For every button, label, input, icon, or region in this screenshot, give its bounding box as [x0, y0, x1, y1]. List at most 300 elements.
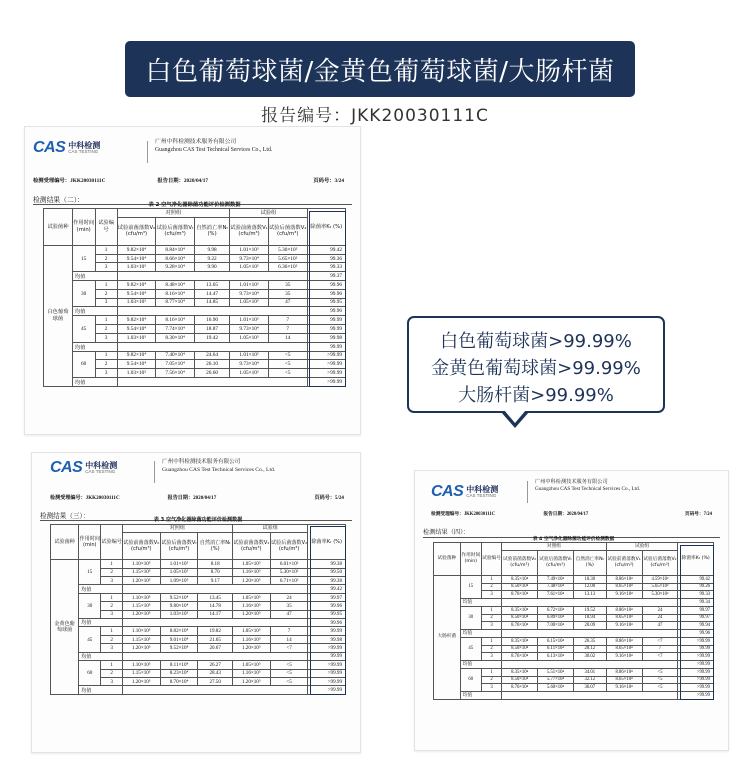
- company-name-cn: 广州中科检测技术服务有限公司: [535, 479, 608, 485]
- table-cell: 2: [95, 254, 117, 263]
- time-cell: 30: [72, 281, 95, 307]
- company-name-cn: 广州中科检测技术服务有限公司: [155, 139, 237, 145]
- table-cell: 3: [95, 298, 117, 307]
- col-header-kt: 除菌率Kₜ (%): [678, 543, 714, 576]
- table-cell: 47: [270, 610, 308, 618]
- table-cell: 8.86×10⁴: [606, 668, 642, 676]
- col-header-v0: 试验前菌落数V₀ (cfu/m³): [502, 551, 538, 576]
- table-cell: 9.80×10⁴: [160, 602, 198, 610]
- col-header-control: 对照组: [122, 524, 232, 532]
- table-cell: 3: [95, 333, 117, 342]
- table-cell: 99.95: [308, 610, 346, 618]
- table-cell: >99.99: [678, 653, 714, 661]
- callout-line-ecoli: 大肠杆菌>99.99%: [458, 385, 614, 406]
- table-row: [434, 575, 714, 583]
- table-cell: 47: [642, 622, 678, 630]
- mean-row: [51, 585, 346, 593]
- table-cell: 10.30: [573, 575, 606, 583]
- table-cell: 2: [101, 635, 123, 643]
- mean-row: [434, 661, 714, 669]
- table-cell: 6.01×10²: [270, 560, 308, 568]
- table-row: [51, 560, 346, 568]
- time-cell: 45: [72, 316, 95, 342]
- table-cell: 12.00: [573, 583, 606, 591]
- table-cell: 24: [270, 593, 308, 601]
- table-cell: 2: [101, 669, 123, 677]
- table-cell: 1.10×10⁵: [122, 560, 160, 568]
- table-cell: 1: [101, 627, 123, 635]
- col-header-v2: 试验后菌落数V₂ (cfu/m³): [268, 217, 307, 245]
- logo-en-text: CAS TESTING: [85, 468, 116, 474]
- table-cell: >99.99: [308, 644, 346, 652]
- table-cell: >99.99: [678, 668, 714, 676]
- mean-value: 99.99: [307, 342, 345, 351]
- table-cell: 9.82×10⁴: [117, 281, 156, 290]
- col-header-vt: 试验后菌落数Vₜ (cfu/m³): [160, 533, 198, 560]
- table-cell: 1: [95, 316, 117, 325]
- table-row: [51, 627, 346, 635]
- cas-logo-icon: CAS: [431, 483, 464, 500]
- table-cell: 20.67: [198, 644, 232, 652]
- table-cell: 5.65×10²: [642, 583, 678, 591]
- table-cell: 8.16×10⁴: [156, 316, 195, 325]
- table-cell: 8.35×10⁴: [502, 575, 538, 583]
- page-number: 页码号：5/24: [314, 495, 344, 501]
- table-cell: 13.45: [198, 593, 232, 601]
- table-cell: 1: [101, 560, 123, 568]
- table-cell: 5.65×10²: [268, 254, 307, 263]
- company-name: [162, 459, 275, 474]
- col-header-test: 试验组: [606, 543, 678, 551]
- mean-label: 均值: [72, 307, 117, 316]
- table-cell: 8.70×10⁴: [160, 677, 198, 685]
- table-cell: 1.16×10⁵: [232, 602, 270, 610]
- logo-cn-text: 中科检测: [85, 460, 118, 470]
- table-cell: 9.54×10⁴: [117, 325, 156, 334]
- table-cell: 18.94: [573, 614, 606, 622]
- table-cell: 8.23×10⁴: [160, 669, 198, 677]
- table-cell: 9.17: [198, 577, 232, 585]
- mean-value: 99.96: [308, 619, 346, 627]
- table-cell: 1.16×10⁵: [232, 669, 270, 677]
- table-cell: 99.94: [678, 622, 714, 630]
- table-cell: 1.01×10⁵: [230, 245, 269, 254]
- table-cell: 8.48×10⁴: [156, 281, 195, 290]
- table-cell: >99.99: [678, 676, 714, 684]
- table-caption: 表 3 空气净化器除菌功能评价检测数据: [153, 517, 243, 524]
- mean-row: [51, 619, 346, 627]
- table-cell: 99.99: [307, 316, 345, 325]
- table-cell: <5: [642, 668, 678, 676]
- company-logo: [431, 483, 498, 501]
- col-header-time: 作用时间(min): [72, 209, 95, 246]
- company-name: [535, 479, 640, 493]
- table-cell: 7.61×10⁴: [538, 591, 574, 599]
- table-cell: 8.50×10⁴: [502, 614, 538, 622]
- time-cell: 15: [72, 245, 95, 271]
- table-cell: 1.01×10⁵: [230, 281, 269, 290]
- table-cell: 7: [268, 316, 307, 325]
- table-cell: 2: [481, 583, 501, 591]
- table-cell: 5.51×10⁴: [538, 668, 574, 676]
- table-cell: >99.99: [678, 637, 714, 645]
- company-name-en: Guangzhou CAS Test Technical Services Co., Ltd.: [535, 486, 640, 493]
- table-cell: <5: [268, 360, 307, 369]
- table-cell: 9.98: [194, 245, 229, 254]
- table-cell: <5: [270, 677, 308, 685]
- logo-cn-text: 中科检测: [68, 140, 101, 150]
- table-cell: 1.05×10⁵: [160, 568, 198, 576]
- col-header-nt: 自然消亡率Nₜ (%): [198, 533, 232, 560]
- table-row: [44, 281, 346, 290]
- table-cell: 1.10×10⁵: [122, 593, 160, 601]
- table-cell: 9.73×10⁴: [230, 325, 269, 334]
- mean-label: 均值: [460, 599, 502, 607]
- mean-label: 均值: [460, 692, 502, 700]
- table-cell: 24.64: [194, 351, 229, 360]
- table-cell: 8.86×10⁴: [606, 637, 642, 645]
- table-cell: 1.05×10⁵: [230, 263, 269, 272]
- mean-row: [51, 686, 346, 694]
- table-cell: 99.33: [307, 263, 345, 272]
- mean-label: 均值: [72, 272, 117, 281]
- col-header-kt: 除菌率Kₜ (%): [307, 209, 345, 246]
- table-cell: 9.16×10⁴: [606, 591, 642, 599]
- table-cell: 47: [268, 298, 307, 307]
- table-cell: 99.26: [678, 583, 714, 591]
- table-cell: 14.85: [194, 298, 229, 307]
- time-cell: 60: [72, 351, 95, 377]
- table-cell: 7: [642, 645, 678, 653]
- table-cell: 1.15×10⁵: [122, 635, 160, 643]
- table-cell: 28.43: [198, 669, 232, 677]
- table-row: [51, 661, 346, 669]
- table-cell: 1.10×10⁵: [122, 627, 160, 635]
- table-cell: 99.97: [678, 606, 714, 614]
- table-cell: 3: [481, 622, 501, 630]
- table-cell: 99.50: [308, 568, 346, 576]
- table-cell: 6.72×10⁴: [538, 606, 574, 614]
- table-cell: 8.77×10⁴: [156, 298, 195, 307]
- table-cell: >99.99: [308, 661, 346, 669]
- table-cell: 18.87: [194, 325, 229, 334]
- table-cell: 7: [268, 325, 307, 334]
- order-number: 检测受理编号：JKK20030111C: [50, 495, 120, 501]
- table-cell: 99.97: [678, 614, 714, 622]
- page-number: 页码号：7/24: [684, 512, 712, 517]
- mean-value: >99.99: [678, 661, 714, 669]
- mean-value: 99.34: [678, 599, 714, 607]
- table-cell: 8.70: [198, 568, 232, 576]
- table-cell: 26.35: [573, 637, 606, 645]
- table-cell: 19.52: [573, 606, 606, 614]
- order-number: 检测受理编号：JKK20030111C: [431, 512, 496, 517]
- table-cell: 30.02: [573, 653, 606, 661]
- mean-row: [434, 599, 714, 607]
- report-page-2: [24, 126, 361, 435]
- table-cell: 8.76×10⁴: [502, 684, 538, 692]
- col-header-v0: 试验前菌落数V₀ (cfu/m³): [117, 217, 156, 245]
- table-cell: >99.99: [307, 369, 345, 378]
- table-cell: 34.01: [573, 668, 606, 676]
- table-cell: 35: [268, 289, 307, 298]
- table-cell: 1.05×10⁵: [232, 661, 270, 669]
- time-cell: 60: [79, 661, 101, 686]
- table-cell: 6.13×10⁴: [538, 653, 574, 661]
- table-cell: 2: [481, 645, 501, 653]
- table-cell: 7.74×10⁴: [156, 325, 195, 334]
- table-cell: 1.09×10⁵: [160, 577, 198, 585]
- table-cell: 1.05×10⁵: [230, 333, 269, 342]
- table-cell: 9.16×10⁴: [606, 684, 642, 692]
- table-cell: 26.10: [194, 360, 229, 369]
- table-cell: 1.03×10⁵: [117, 333, 156, 342]
- table-cell: 19.42: [194, 333, 229, 342]
- table-cell: <5: [270, 669, 308, 677]
- mean-value: >99.99: [307, 377, 345, 386]
- table-cell: 24: [642, 606, 678, 614]
- table-cell: 6.36×10²: [268, 263, 307, 272]
- table-cell: <5: [268, 351, 307, 360]
- mean-label: 均值: [72, 342, 117, 351]
- table-cell: 14: [268, 333, 307, 342]
- table-cell: 99.98: [307, 333, 345, 342]
- col-header-control: 对照组: [502, 543, 606, 551]
- table-cell: 1: [95, 281, 117, 290]
- table-cell: 1: [481, 637, 501, 645]
- table-cell: 9.16×10⁴: [606, 622, 642, 630]
- table-cell: 5.60×10⁴: [538, 684, 574, 692]
- table-cell: 8.65×10⁴: [606, 645, 642, 653]
- table-cell: 8.11×10⁴: [160, 661, 198, 669]
- table-cell: >99.99: [307, 360, 345, 369]
- table-cell: 2: [101, 568, 123, 576]
- table-cell: 99.96: [307, 289, 345, 298]
- mean-row: [44, 377, 346, 386]
- table-cell: <5: [642, 676, 678, 684]
- table-cell: 7.48×10⁴: [538, 583, 574, 591]
- table-cell: 99.95: [307, 298, 345, 307]
- mean-value: >99.99: [308, 686, 346, 694]
- table-cell: 1.20×10⁵: [232, 644, 270, 652]
- table-cell: 99.36: [307, 254, 345, 263]
- report-date: 报告日期：2020/04/17: [543, 512, 589, 517]
- table-cell: >99.99: [308, 677, 346, 685]
- table-row: [44, 316, 346, 325]
- table-cell: 9.82×10⁴: [117, 351, 156, 360]
- company-name-en: Guangzhou CAS Test Technical Services Co., Ltd.: [155, 146, 273, 153]
- table-cell: 9.52×10⁴: [160, 644, 198, 652]
- table-cell: 27.50: [198, 677, 232, 685]
- col-header-strain: 试验菌种: [44, 209, 73, 246]
- table-cell: 1.10×10⁵: [122, 661, 160, 669]
- table-cell: 99.38: [308, 577, 346, 585]
- table-cell: <5: [642, 684, 678, 692]
- table-cell: 2: [481, 614, 501, 622]
- time-cell: 15: [79, 560, 101, 585]
- col-header-strain: 试验菌种: [51, 524, 79, 559]
- table-cell: 16.90: [194, 316, 229, 325]
- report-meta: [50, 494, 344, 501]
- table-cell: 1.05×10⁵: [232, 593, 270, 601]
- table-row: [434, 606, 714, 614]
- table-cell: 3: [95, 369, 117, 378]
- table-cell: 8.82×10⁴: [160, 627, 198, 635]
- table-cell: 1.03×10⁵: [117, 298, 156, 307]
- col-header-no: 试验编号: [481, 543, 501, 576]
- col-header-vt: 试验后菌落数Vₜ (cfu/m³): [538, 551, 574, 576]
- table-cell: 99.99: [678, 645, 714, 653]
- table-cell: 3: [101, 644, 123, 652]
- col-header-v1: 试验前菌落数V₁ (cfu/m³): [232, 533, 270, 560]
- table-cell: 1: [95, 351, 117, 360]
- logo-en-text: CAS TESTING: [466, 492, 497, 498]
- table-cell: 8.50×10⁴: [502, 645, 538, 653]
- table-cell: 9.73×10⁴: [230, 254, 269, 263]
- table-cell: 6.15×10⁴: [538, 637, 574, 645]
- table-cell: 9.01×10⁴: [160, 635, 198, 643]
- table-cell: <7: [270, 644, 308, 652]
- table-cell: 3: [481, 591, 501, 599]
- mean-row: [44, 307, 346, 316]
- table-caption: 表 4 空气净化器除菌功能评价检测数据: [532, 536, 615, 542]
- strain-cell: 金黄色葡萄球菌: [51, 560, 79, 695]
- mean-label: 均值: [79, 585, 123, 593]
- table-cell: 1.03×10⁵: [117, 263, 156, 272]
- test-data-table: [43, 200, 346, 387]
- test-data-table: [50, 516, 346, 695]
- table-cell: 1.01×10⁵: [160, 560, 198, 568]
- table-cell: 7.49×10⁴: [538, 575, 574, 583]
- table-cell: 9.73×10⁴: [230, 289, 269, 298]
- time-cell: 15: [460, 575, 481, 598]
- table-cell: 8.65×10⁴: [606, 583, 642, 591]
- table-cell: 13.65: [194, 281, 229, 290]
- table-cell: 3: [481, 684, 501, 692]
- col-header-control: 对照组: [117, 209, 230, 218]
- col-header-test: 试验组: [230, 209, 307, 218]
- col-header-time: 作用时间(min): [79, 524, 101, 559]
- table-cell: 5.30×10²: [270, 568, 308, 576]
- table-cell: 7: [270, 627, 308, 635]
- table-cell: 1.20×10⁵: [232, 677, 270, 685]
- mean-value: 99.37: [307, 272, 345, 281]
- table-cell: 6.89×10⁴: [538, 614, 574, 622]
- report-page-3: [31, 452, 361, 753]
- callout-line-white: 白色葡萄球菌>99.99%: [440, 331, 632, 352]
- table-cell: >99.99: [308, 669, 346, 677]
- table-cell: 9.90: [194, 263, 229, 272]
- table-cell: 9.54×10⁴: [117, 360, 156, 369]
- time-cell: 60: [460, 668, 481, 691]
- table-cell: 1.20×10⁵: [232, 610, 270, 618]
- col-header-vt: 试验后菌落数Vₜ (cfu/m³): [156, 217, 195, 245]
- table-cell: 1: [101, 593, 123, 601]
- company-logo: [33, 139, 100, 157]
- table-cell: 1.15×10⁵: [122, 568, 160, 576]
- table-cell: 1.20×10⁵: [122, 677, 160, 685]
- time-cell: 30: [79, 593, 101, 618]
- table-cell: 3: [101, 610, 123, 618]
- table-cell: 8.65×10⁴: [606, 676, 642, 684]
- table-cell: 99.38: [308, 560, 346, 568]
- logo-cn-text: 中科检测: [466, 484, 499, 494]
- col-header-nt: 自然消亡率Nₜ (%): [194, 217, 229, 245]
- table-cell: 6.11×10⁴: [538, 645, 574, 653]
- table-cell: 1.05×10⁵: [230, 298, 269, 307]
- table-cell: 8.84×10⁴: [156, 245, 195, 254]
- table-cell: 99.98: [308, 635, 346, 643]
- mean-row: [51, 652, 346, 660]
- mean-label: 均值: [79, 619, 123, 627]
- mean-row: [434, 692, 714, 700]
- table-cell: 26.27: [198, 661, 232, 669]
- table-cell: 1.03×10⁵: [117, 369, 156, 378]
- table-cell: 2: [95, 289, 117, 298]
- table-cell: 8.18: [198, 560, 232, 568]
- col-header-v0: 试验前菌落数V₀ (cfu/m³): [122, 533, 160, 560]
- table-cell: 99.99: [308, 627, 346, 635]
- order-number: 检测受理编号：JKK20030111C: [33, 178, 106, 184]
- time-cell: 45: [460, 637, 481, 660]
- table-cell: 1.05×10⁵: [232, 560, 270, 568]
- section-heading: 检测结果（二）：: [33, 196, 84, 204]
- table-cell: 3: [101, 677, 123, 685]
- title-banner: 白色葡萄球菌/金黄色葡萄球菌/大肠杆菌: [125, 41, 635, 97]
- table-cell: 2: [95, 325, 117, 334]
- col-header-strain: 试验菌种: [434, 543, 461, 576]
- table-cell: 99.33: [678, 591, 714, 599]
- table-cell: 6.71×10²: [270, 577, 308, 585]
- table-cell: 9.16×10⁴: [606, 653, 642, 661]
- table-cell: 99.96: [307, 281, 345, 290]
- col-header-no: 试验编号: [101, 524, 123, 559]
- table-cell: 8.35×10⁴: [502, 668, 538, 676]
- mean-label: 均值: [72, 377, 117, 386]
- table-caption: 表 2 空气净化器除菌功能评价检测数据: [148, 202, 241, 209]
- page-number: 页码号：3/24: [313, 178, 344, 184]
- mean-value: 99.99: [308, 652, 346, 660]
- mean-label: 均值: [460, 661, 502, 669]
- mean-value: 99.96: [307, 307, 345, 316]
- table-cell: 14.47: [194, 289, 229, 298]
- table-cell: 1.16×10⁵: [232, 635, 270, 643]
- cas-logo-icon: CAS: [50, 459, 83, 476]
- table-cell: 9.54×10⁴: [117, 254, 156, 263]
- mean-row: [434, 630, 714, 638]
- mean-label: 均值: [79, 686, 123, 694]
- col-header-no: 试验编号: [95, 209, 117, 246]
- table-cell: 1.01×10⁵: [230, 316, 269, 325]
- col-header-v2: 试验后菌落数V₂ (cfu/m³): [642, 551, 678, 576]
- table-cell: >99.99: [678, 684, 714, 692]
- table-cell: 1.20×10⁵: [232, 577, 270, 585]
- table-cell: <5: [270, 661, 308, 669]
- table-cell: <7: [642, 653, 678, 661]
- table-row: [44, 245, 346, 254]
- table-cell: 5.30×10²: [642, 591, 678, 599]
- table-cell: 8.35×10⁴: [502, 606, 538, 614]
- section-heading: 检测结果（三）：: [40, 512, 90, 520]
- mean-label: 均值: [79, 652, 123, 660]
- table-cell: 7.40×10⁴: [156, 351, 195, 360]
- table-cell: 1: [481, 575, 501, 583]
- table-cell: 36.07: [573, 684, 606, 692]
- col-header-v1: 试验前菌落数V₁ (cfu/m³): [606, 551, 642, 576]
- table-cell: 8.50×10⁴: [502, 583, 538, 591]
- table-cell: 1.01×10⁵: [230, 351, 269, 360]
- table-cell: 2: [95, 360, 117, 369]
